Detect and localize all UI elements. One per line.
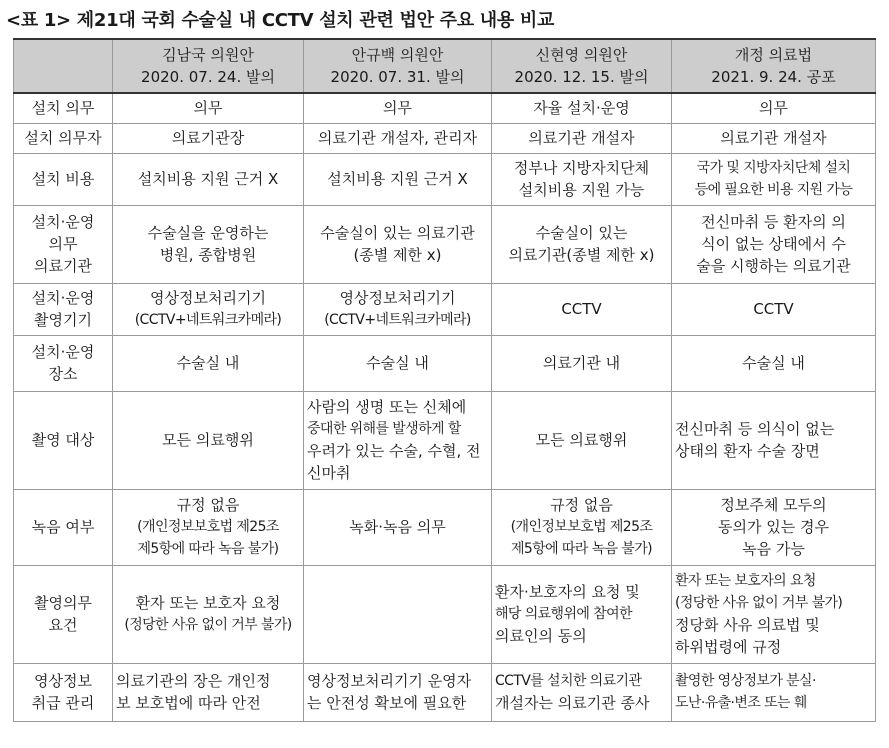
table-cell: 영상정보처리기기 (CCTV+네트워크카메라) [113,283,304,335]
table-cell: 의무 [304,93,492,123]
table-cell: CCTV [672,283,876,335]
table-cell: 환자 또는 보호자 요청 (정당한 사유 없이 거부 불가) [113,565,304,663]
table-cell: 전신마취 등 환자의 의 식이 없는 상태에서 수 술을 시행하는 의료기관 [672,205,876,283]
table-row [14,489,876,565]
header-date: 2020. 07. 24. 발의 [141,68,275,86]
row-label-cell: 설치 의무 [14,93,113,123]
table-row [14,123,876,153]
table-cell: 영상정보처리기기 운영자 는 안전성 확보에 필요한 [304,663,492,721]
table-cell: 정보주체 모두의 동의가 있는 경우 녹음 가능 [672,489,876,565]
table-cell: 설치비용 지원 근거 X [304,153,492,205]
table-row [14,565,876,663]
row-label-cell: 설치·운영 촬영기기 [14,283,113,335]
table-cell-empty [304,565,492,663]
header-title: 개정 의료법 [734,46,813,64]
row-label-cell: 촬영의무 요건 [14,565,113,663]
header-corner-cell [14,39,113,93]
row-label-cell: 영상정보 취급 관리 [14,663,113,721]
header-date: 2020. 07. 31. 발의 [330,68,465,86]
table-cell: 의료기관의 장은 개인정 보 보호법에 따라 안전 [113,663,304,721]
table-row [14,93,876,123]
table-cell: CCTV [492,283,672,335]
table-cell: 환자 또는 보호자의 요청 (정당한 사유 없이 거부 불가) 정당화 사유 의료법 및 하위법령에 규정 [672,565,876,663]
table-row [14,153,876,205]
header-title: 김남국 의원안 [162,46,254,64]
table-cell: 영상정보처리기기 (CCTV+네트워크카메라) [304,283,492,335]
table-cell: 수술실이 있는 의료기관 (종별 제한 x) [304,205,492,283]
table-row [14,283,876,335]
law-comparison-table [13,38,876,722]
header-title: 신현영 의원안 [535,46,628,64]
table-cell: 의무 [672,93,876,123]
table-cell: 의무 [113,93,304,123]
table-row [14,335,876,391]
table-cell: 모든 의료행위 [113,391,304,489]
table-cell: 자율 설치·운영 [492,93,672,123]
table-row [14,663,876,721]
header-date: 2020. 12. 15. 발의 [514,68,649,86]
header-col-3 [492,39,672,93]
table-cell: 수술실이 있는 의료기관(종별 제한 x) [492,205,672,283]
header-title: 안규백 의원안 [351,46,444,64]
header-date: 2021. 9. 24. 공포 [711,68,836,86]
row-label-cell: 설치·운영 장소 [14,335,113,391]
table-cell: 규정 없음 (개인정보보호법 제25조 제5항에 따라 녹음 불가) [113,489,304,565]
table-row [14,391,876,489]
table-cell: 수술실 내 [113,335,304,391]
table-cell: 정부나 지방자치단체 설치비용 지원 가능 [492,153,672,205]
table-header-row [14,39,876,93]
header-col-2 [304,39,492,93]
table-cell: 환자·보호자의 요청 및 해당 의료행위에 참여한 의료인의 동의 [492,565,672,663]
table-cell: 설치비용 지원 근거 X [113,153,304,205]
table-cell: CCTV를 설치한 의료기관 개설자는 의료기관 종사 [492,663,672,721]
table-cell: 수술실 내 [672,335,876,391]
table-cell: 수술실 내 [304,335,492,391]
table-cell: 수술실을 운영하는 병원, 종합병원 [113,205,304,283]
table-cell: 의료기관 개설자, 관리자 [304,123,492,153]
table-cell: 의료기관장 [113,123,304,153]
table-cell: 의료기관 개설자 [492,123,672,153]
table-cell: 국가 및 지방자치단체 설치 등에 필요한 비용 지원 가능 [672,153,876,205]
table-cell: 녹화·녹음 의무 [304,489,492,565]
header-col-4 [672,39,876,93]
table-cell: 의료기관 개설자 [672,123,876,153]
row-label-cell: 촬영 대상 [14,391,113,489]
row-label-cell: 설치 의무자 [14,123,113,153]
table-cell: 의료기관 내 [492,335,672,391]
table-cell: 규정 없음 (개인정보보호법 제25조 제5항에 따라 녹음 불가) [492,489,672,565]
table-row [14,205,876,283]
row-label-cell: 녹음 여부 [14,489,113,565]
table-cell: 전신마취 등 의식이 없는 상태의 환자 수술 장면 [672,391,876,489]
table-caption: <표 1> 제21대 국회 수술실 내 CCTV 설치 관련 법안 주요 내용 비교 [6,10,555,31]
table-cell: 사람의 생명 또는 신체에 중대한 위해를 발생하게 할 우려가 있는 수술, 수혈, 전 신마취 [304,391,492,489]
header-col-1 [113,39,304,93]
table-cell: 모든 의료행위 [492,391,672,489]
table-cell: 촬영한 영상정보가 분실· 도난·유출·변조 또는 훼 [672,663,876,721]
row-label-cell: 설치·운영 의무 의료기관 [14,205,113,283]
row-label-cell: 설치 비용 [14,153,113,205]
